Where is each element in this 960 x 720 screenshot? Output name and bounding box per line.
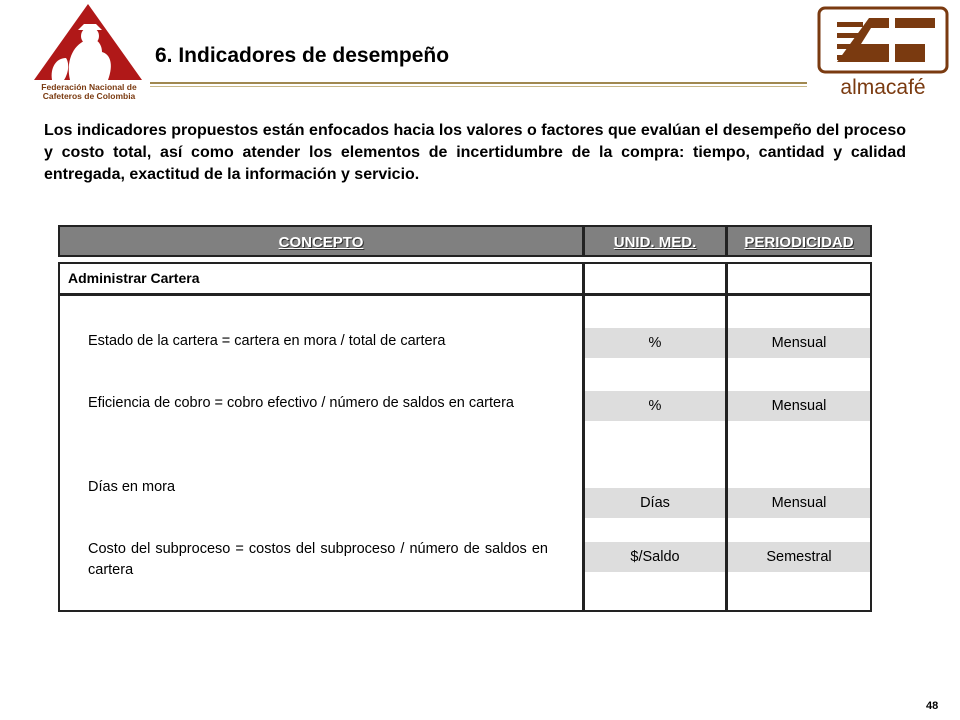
indicator-label: Eficiencia de cobro = cobro efectivo / número de saldos en cartera [88,395,514,411]
column-divider [582,262,585,612]
fnc-logo [30,2,148,102]
indicator-label: Estado de la cartera = cartera en mora / total de cartera [88,333,446,349]
header-concepto: CONCEPTO [58,225,584,257]
page-number: 48 [926,700,939,712]
indicator-unit: % [585,391,725,421]
fnc-logo-line2: Cafeteros de Colombia [42,91,136,101]
indicator-unit: % [585,328,725,358]
header-periodicidad: PERIODICIDAD [726,225,872,257]
almacafe-logo [815,4,953,104]
almacafe-logo-text: almacafé [840,76,926,99]
header-unid-med: UNID. MED. [583,225,727,257]
page-title: 6. Indicadores de desempeño [155,44,450,67]
column-divider [725,262,728,612]
indicator-period: Mensual [728,328,870,358]
indicator-unit: Días [585,488,725,518]
header-divider [150,82,807,84]
intro-paragraph: Los indicadores propuestos están enfocados hacia los valores o factores que evalúan el desempeño del proceso y costo total, así como atender los elementos de incertidumbre de la compra: tiempo, cantidad y calidad entregada, exactitud de la información y servicio. [44,122,906,183]
group-title: Administrar Cartera [68,270,200,286]
indicator-label: Costo del subproceso = costos del subproceso / número de saldos en cartera [88,541,548,578]
indicator-unit: $/Saldo [585,542,725,572]
indicator-period: Mensual [728,391,870,421]
fnc-logo-line1: Federación Nacional de [41,82,137,92]
indicator-period: Mensual [728,488,870,518]
group-row-divider [58,293,872,296]
indicator-period: Semestral [728,542,870,572]
header-divider-thin [150,86,807,87]
indicator-label: Días en mora [88,479,176,495]
